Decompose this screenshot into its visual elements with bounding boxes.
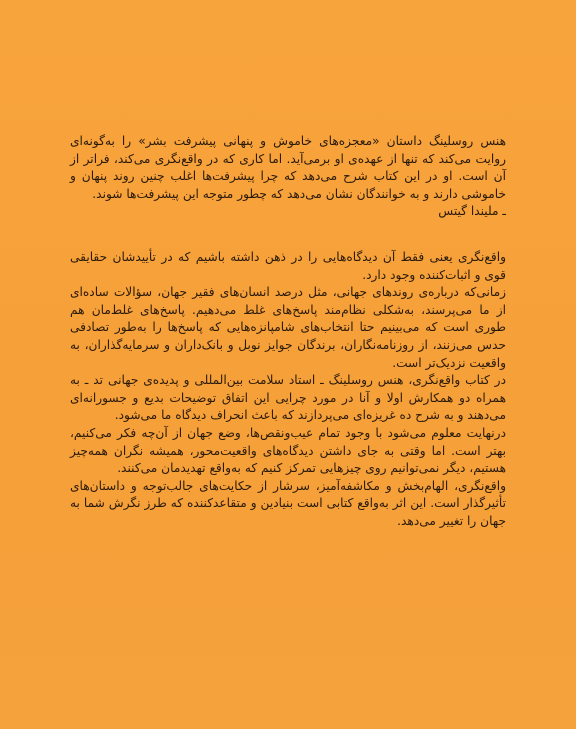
paragraph: واقع‌نگری یعنی فقط آن دیدگاه‌هایی را در ذهن داشته باشیم که در تأییدشان حقایقی قوی و اثبات‌کننده وجود دارد. (70, 249, 506, 282)
endorsement-text: هنس روسلینگ داستان «معجزه‌های خاموش و پنهانی پیشرفت بشر» را به‌گونه‌ای روایت می‌کند که تنها از عهده‌ی او برمی‌آید. اما کاری که در واقع‌نگری می‌کند، فراتر از آن است. او در این کتاب شرح می‌دهد که چرا پیشرفت‌ها اغلب چنین روند پنهان و خاموشی دارند و به خوانندگان نشان می‌دهد که چطور متوجه این پیشرفت‌ها شوند. (70, 134, 506, 201)
description (70, 249, 506, 531)
paragraph: در کتاب واقع‌نگری، هنس روسلینگ ـ استاد سلامت بین‌المللی و پدیده‌ی جهانی تد ـ به همراه دو همکارش اولا و آنا در مورد چرایی این اتفاق توضیحات بدیع و جسورانه‌ای می‌دهند و به شرح ده غریزه‌ای می‌پردازند که باعث انحراف دیدگاه ما می‌شود. (70, 373, 506, 423)
endorsement-author: ـ ملیندا گیتس (438, 204, 506, 219)
paragraph: زمانی‌که درباره‌ی روندهای جهانی، مثل درصد انسان‌های فقیر جهان، سؤالات ساده‌ای از ما می‌پرسند، به‌شکلی نظام‌مند پاسخ‌های غلط می‌دهیم. پاسخ‌های غلط‌مان هم طوری است که می‌بینیم حتا انتخاب‌های شامپانزه‌هایی که پاسخ‌ها را به‌طور تصادفی حدس می‌زنند، از روزنامه‌نگاران، برندگان جوایز نوبل و بانک‌داران و سرمایه‌گذاران، به واقعیت نزدیک‌تر است. (70, 285, 506, 370)
back-cover-text (70, 133, 506, 530)
endorsement-quote (70, 133, 506, 221)
paragraph: درنهایت معلوم می‌شود با وجود تمام عیب‌ونقص‌ها، وضع جهان از آن‌چه فکر می‌کنیم، بهتر است. اما وقتی به جای داشتن دیدگاه‌های واقعیت‌محور، همیشه نگران همه‌چیز هستیم، دیگر نمی‌توانیم روی چیزهایی تمرکز کنیم که به‌واقع تهدیدمان می‌کنند. (70, 425, 506, 476)
paragraph: واقع‌نگری، الهام‌بخش و مکاشفه‌آمیز، سرشار از حکایت‌های جالب‌توجه و داستان‌های تأثیرگذار است. این اثر به‌واقع کتابی است بنیادین و متقاعدکننده که طرز نگرش شما به جهان را تغییر می‌دهد. (70, 478, 506, 528)
